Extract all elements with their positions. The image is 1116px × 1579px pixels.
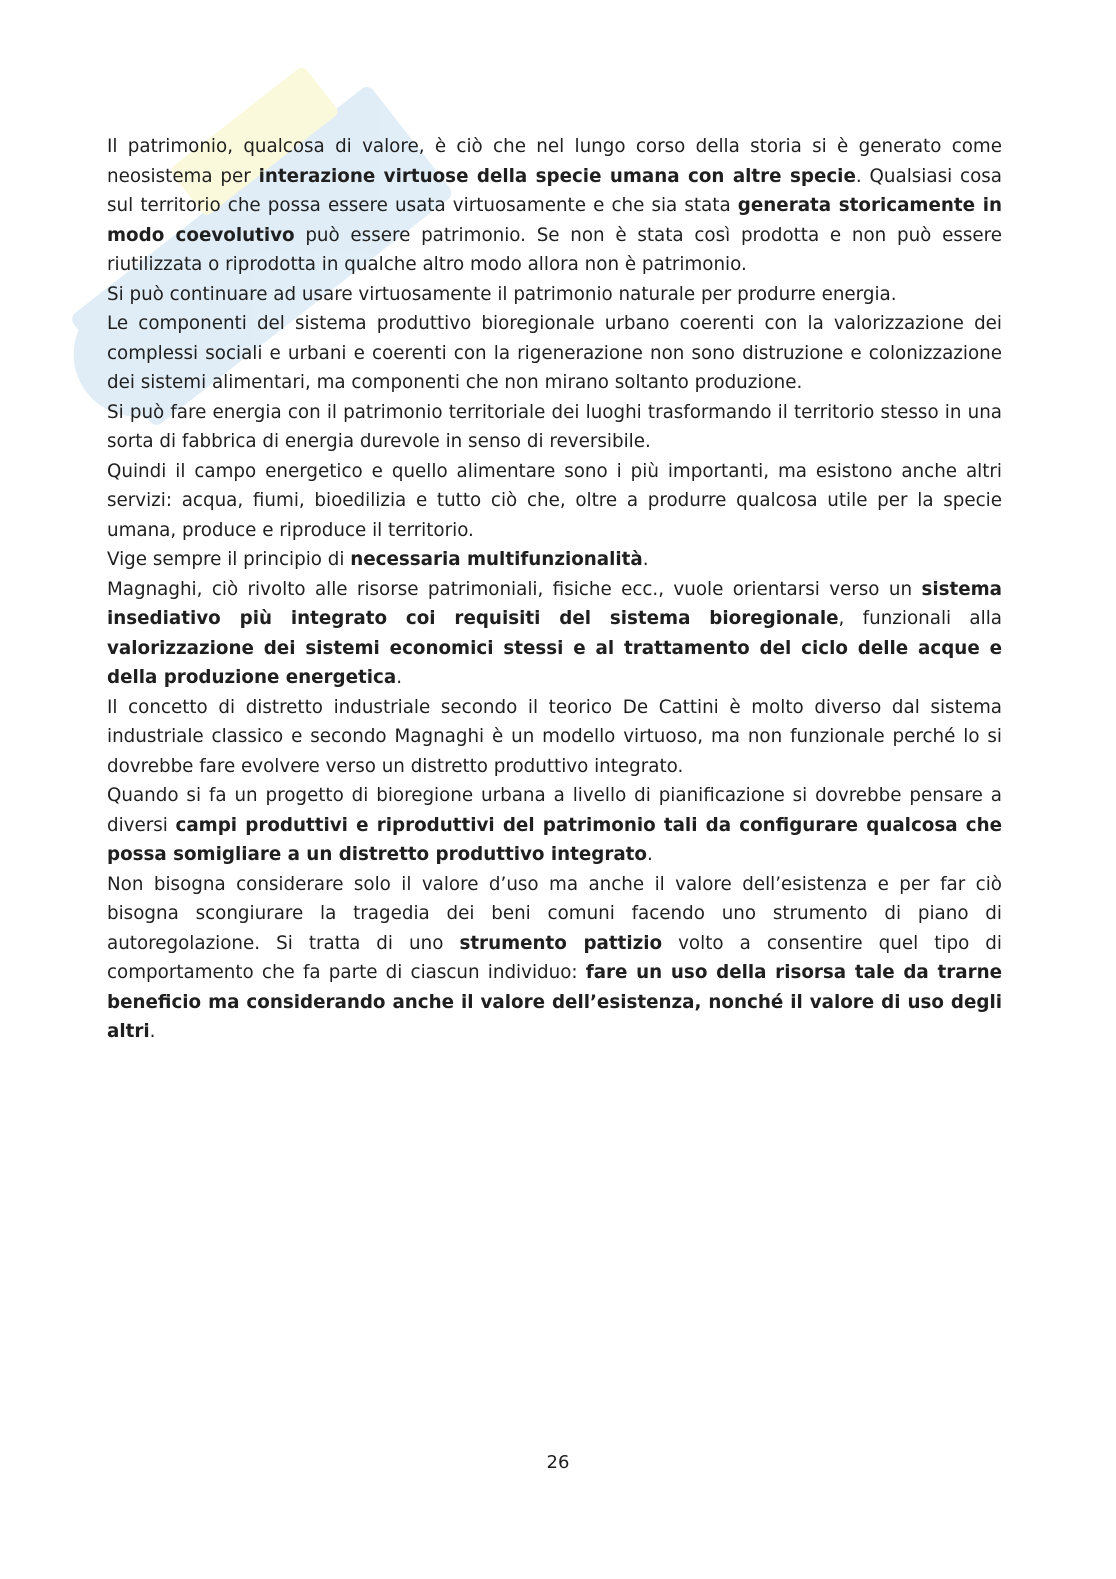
paragraph: [107, 398, 1002, 457]
text-run: .: [396, 667, 403, 688]
paragraph: [107, 545, 1002, 575]
text-run: può essere patrimonio. Se non è stata così prodotta e non può essere riutilizzata o riprodotta in qualche altro modo allora non è patrimonio.: [107, 224, 1002, 275]
paragraph: [107, 575, 1002, 693]
document-body: [107, 132, 1002, 1047]
paragraph: [107, 132, 1002, 280]
text-run: Si può continuare ad usare virtuosamente il patrimonio naturale per produrre energia.: [107, 283, 897, 305]
text-run: Magnaghi, ciò rivolto alle risorse patrimoniali, fisiche ecc., vuole orientarsi verso un: [107, 578, 922, 600]
paragraph: [107, 781, 1002, 870]
bold-text: fare un uso della risorsa tale da trarne beneficio ma considerando anche il valore dell’esistenza, nonché il valore di uso degli altri: [107, 962, 1002, 1042]
text-run: Vige sempre il principio di: [107, 549, 351, 570]
bold-text: sistema insediativo più integrato coi requisiti del sistema bioregionale: [107, 578, 1002, 629]
text-run: Quindi il campo energetico e quello alimentare sono i più importanti, ma esistono anche altri servizi: acqua, fiumi, bioedilizia e tutto ciò che, oltre a produrre qualcosa utile per la specie umana, produce e riproduce il territorio.: [107, 460, 1002, 541]
paragraph: [107, 457, 1002, 546]
text-run: , funzionali alla: [838, 608, 1002, 629]
bold-text: necessaria multifunzionalità: [350, 549, 643, 570]
bold-text: generata storicamente in modo coevolutivo: [107, 195, 1002, 246]
text-run: .: [149, 1021, 156, 1042]
text-run: Il concetto di distretto industriale secondo il teorico De Cattini è molto diverso dal sistema industriale classico e secondo Magnaghi è un modello virtuoso, ma non funzionale perché lo si dovrebbe fare evolvere verso un distretto produttivo integrato.: [107, 696, 1002, 777]
text-run: Non bisogna considerare solo il valore d’uso ma anche il valore dell’esistenza e per far ciò bisogna scongiurare la tragedia dei beni comuni facendo uno strumento di piano di autoregolazione. Si tratta di uno: [107, 873, 1002, 954]
bold-text: interazione virtuose della specie umana con altre specie: [258, 165, 856, 187]
text-run: volto a consentire quel tipo di comportamento che fa parte di ciascun individuo:: [107, 932, 1002, 983]
text-run: Si può fare energia con il patrimonio territoriale dei luoghi trasformando il territorio stesso in una sorta di fabbrica di energia durevole in senso di reversibile.: [107, 401, 1002, 452]
text-run: Il patrimonio, qualcosa di valore, è ciò che nel lungo corso della storia si è generato come neosistema per: [107, 136, 1002, 187]
page-number: 26: [546, 1452, 570, 1473]
paragraph: [107, 693, 1002, 782]
paragraph: [107, 309, 1002, 398]
bold-text: campi produttivi e riproduttivi del patrimonio tali da configurare qualcosa che possa somigliare a un distretto produttivo integrato: [107, 814, 1002, 865]
text-run: Quando si fa un progetto di bioregione urbana a livello di pianificazione si dovrebbe pensare a diversi: [107, 785, 1002, 836]
bold-text: strumento pattizio: [459, 932, 663, 954]
text-run: .: [646, 844, 653, 865]
paragraph: [107, 280, 1002, 310]
text-run: Le componenti del sistema produttivo bioregionale urbano coerenti con la valorizzazione dei complessi sociali e urbani e coerenti con la rigenerazione non sono distruzione e colonizzazione dei sistemi alimentari, ma componenti che non mirano soltanto produzione.: [107, 313, 1002, 393]
text-run: .: [642, 549, 649, 570]
paragraph: [107, 870, 1002, 1047]
text-run: . Qualsiasi cosa sul territorio che possa essere usata virtuosamente e che sia stata: [107, 165, 1002, 216]
bold-text: valorizzazione dei sistemi economici stessi e al trattamento del ciclo delle acque e della produzione energetica: [107, 637, 1002, 688]
